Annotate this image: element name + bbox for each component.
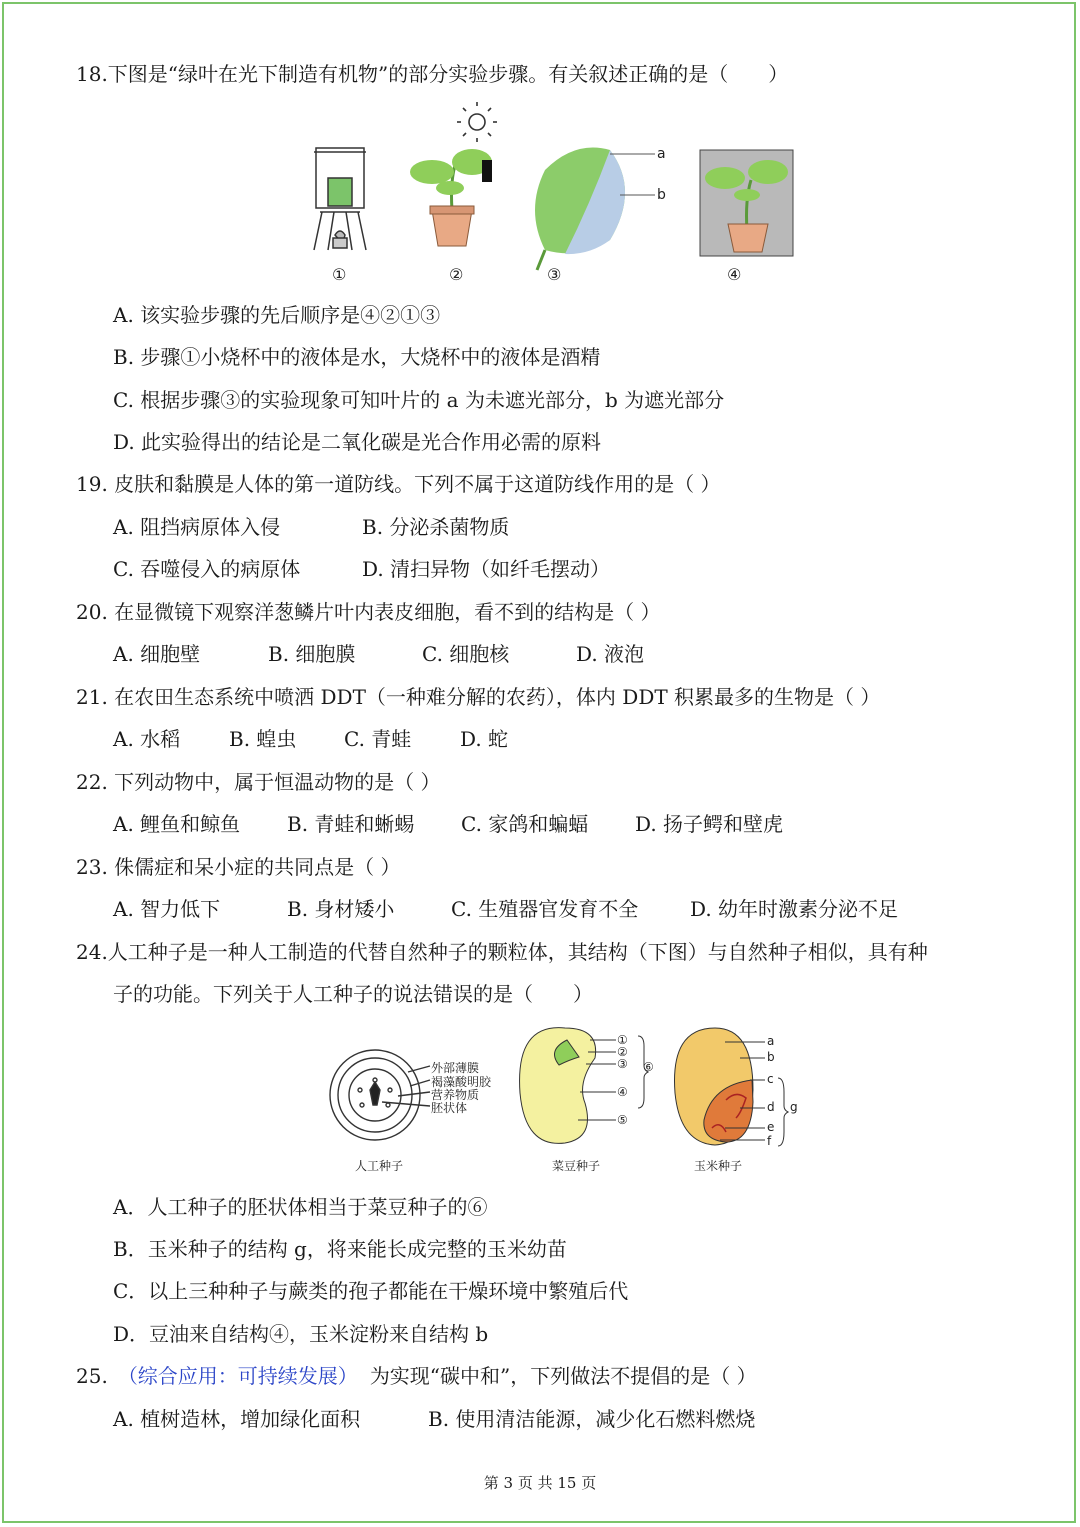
q24-figure (320, 1020, 810, 1150)
q19-option-b[interactable]: B. 分泌杀菌物质 (362, 515, 510, 539)
q25-stem: 为实现“碳中和”，下列做法不提倡的是（ ） (369, 1364, 757, 1388)
q24-option-c[interactable]: C．以上三种种子与蕨类的孢子都能在干燥环境中繁殖后代 (113, 1279, 629, 1303)
q23-option-a[interactable]: A. 智力低下 (113, 897, 221, 921)
q24-stem-line1: 24.人工种子是一种人工制造的代替自然种子的颗粒体，其结构（下图）与自然种子相似，具有种 (76, 940, 928, 964)
q24-option-d[interactable]: D．豆油来自结构④，玉米淀粉来自结构 b (113, 1322, 489, 1346)
water-bath-apparatus (314, 148, 366, 250)
q21-option-d[interactable]: D. 蛇 (460, 727, 509, 751)
corn-label-c: c (767, 1072, 774, 1086)
q19-stem: 19. 皮肤和黏膜是人体的第一道防线。下列不属于这道防线作用的是（ ） (76, 472, 721, 496)
corn-label-e: e (767, 1120, 775, 1134)
q23-option-d[interactable]: D. 幼年时激素分泌不足 (690, 897, 899, 921)
q18-option-d[interactable]: D. 此实验得出的结论是二氧化碳是光合作用必需的原料 (113, 430, 602, 454)
step-1-label: ① (332, 265, 347, 284)
step-3-label: ③ (547, 265, 562, 284)
page-footer: 第 3 页 共 15 页 (483, 1474, 597, 1492)
q23-option-b[interactable]: B. 身材矮小 (287, 897, 395, 921)
artificial-seed-label-4: 胚状体 (431, 1101, 468, 1115)
q23-option-c[interactable]: C. 生殖器官发育不全 (451, 897, 639, 921)
artificial-seed-label-1: 外部薄膜 (431, 1061, 480, 1075)
q25-stem-line (76, 1362, 757, 1390)
bean-label-4: ④ (617, 1085, 628, 1099)
q25-option-a[interactable]: A. 植树造林，增加绿化面积 (113, 1407, 361, 1431)
step-2-label: ② (449, 265, 464, 284)
leaf-label-a: a (657, 146, 666, 162)
corn-label-f: f (767, 1134, 772, 1148)
q18-option-b[interactable]: B. 步骤①小烧杯中的液体是水，大烧杯中的液体是酒精 (113, 345, 601, 369)
artificial-seed-label-2: 褐藻酸明胶 (431, 1075, 492, 1089)
corn-label-d: d (767, 1100, 775, 1114)
q21-stem: 21. 在农田生态系统中喷洒 DDT（一种难分解的农药），体内 DDT 积累最多的生物是（ ） (76, 685, 881, 709)
plant-in-box (700, 150, 793, 256)
q18-option-a[interactable]: A. 该实验步骤的先后顺序是④②①③ (113, 303, 441, 327)
bean-label-2: ② (617, 1045, 628, 1059)
bean-seed-caption: 菜豆种子 (552, 1159, 601, 1173)
artificial-seed-label-3: 营养物质 (431, 1088, 480, 1102)
q20-option-c[interactable]: C. 细胞核 (422, 642, 510, 666)
q22-option-b[interactable]: B. 青蛙和蜥蜴 (287, 812, 415, 836)
q19-option-c[interactable]: C. 吞噬侵入的病原体 (113, 557, 301, 581)
q20-option-b[interactable]: B. 细胞膜 (268, 642, 356, 666)
q18-option-c[interactable]: C. 根据步骤③的实验现象可知叶片的 a 为未遮光部分，b 为遮光部分 (113, 388, 725, 412)
q24-option-a[interactable]: A．人工种子的胚状体相当于菜豆种子的⑥ (113, 1195, 488, 1219)
q18-figure (300, 100, 820, 290)
q18-stem: 18.下图是“绿叶在光下制造有机物”的部分实验步骤。有关叙述正确的是（ ） (76, 62, 789, 86)
leaf-label-b: b (657, 187, 666, 203)
q22-option-d[interactable]: D. 扬子鳄和壁虎 (635, 812, 784, 836)
bean-seed (520, 1028, 648, 1144)
q19-option-a[interactable]: A. 阻挡病原体入侵 (113, 515, 281, 539)
q25-number: 25. (76, 1364, 108, 1388)
corn-seed-caption: 玉米种子 (694, 1159, 743, 1173)
artificial-seed-caption: 人工种子 (355, 1159, 404, 1173)
q25-option-b[interactable]: B. 使用清洁能源，减少化石燃料燃烧 (428, 1407, 756, 1431)
q19-option-d[interactable]: D. 清扫异物（如纤毛摆动） (362, 557, 611, 581)
bean-label-1: ① (617, 1033, 628, 1047)
bean-label-6: ⑥ (643, 1060, 654, 1074)
q22-option-c[interactable]: C. 家鸽和蝙蝠 (461, 812, 589, 836)
q20-option-a[interactable]: A. 细胞壁 (113, 642, 201, 666)
q23-stem: 23. 侏儒症和呆小症的共同点是（ ） (76, 855, 401, 879)
bean-label-3: ③ (617, 1057, 628, 1071)
q25-tag: （综合应用：可持续发展） (117, 1364, 358, 1388)
covered-plant (410, 149, 492, 246)
q21-option-c[interactable]: C. 青蛙 (344, 727, 412, 751)
corn-label-a: a (767, 1034, 775, 1048)
corn-label-b: b (767, 1050, 775, 1064)
q24-stem-line2: 子的功能。下列关于人工种子的说法错误的是（ ） (113, 982, 593, 1006)
q22-option-a[interactable]: A. 鲤鱼和鲸鱼 (113, 812, 241, 836)
q20-option-d[interactable]: D. 液泡 (576, 642, 645, 666)
corn-label-g: g (790, 1100, 798, 1114)
q22-stem: 22. 下列动物中，属于恒温动物的是（ ） (76, 770, 441, 794)
step-4-label: ④ (727, 265, 742, 284)
q21-option-a[interactable]: A. 水稻 (113, 727, 181, 751)
artificial-seed (330, 1050, 430, 1140)
q21-option-b[interactable]: B. 蝗虫 (229, 727, 297, 751)
sun-icon (457, 102, 497, 142)
bean-label-5: ⑤ (617, 1113, 628, 1127)
q24-option-b[interactable]: B．玉米种子的结构 g，将来能长成完整的玉米幼苗 (113, 1237, 567, 1261)
leaf (535, 148, 655, 271)
q20-stem: 20. 在显微镜下观察洋葱鳞片叶内表皮细胞，看不到的结构是（ ） (76, 600, 661, 624)
